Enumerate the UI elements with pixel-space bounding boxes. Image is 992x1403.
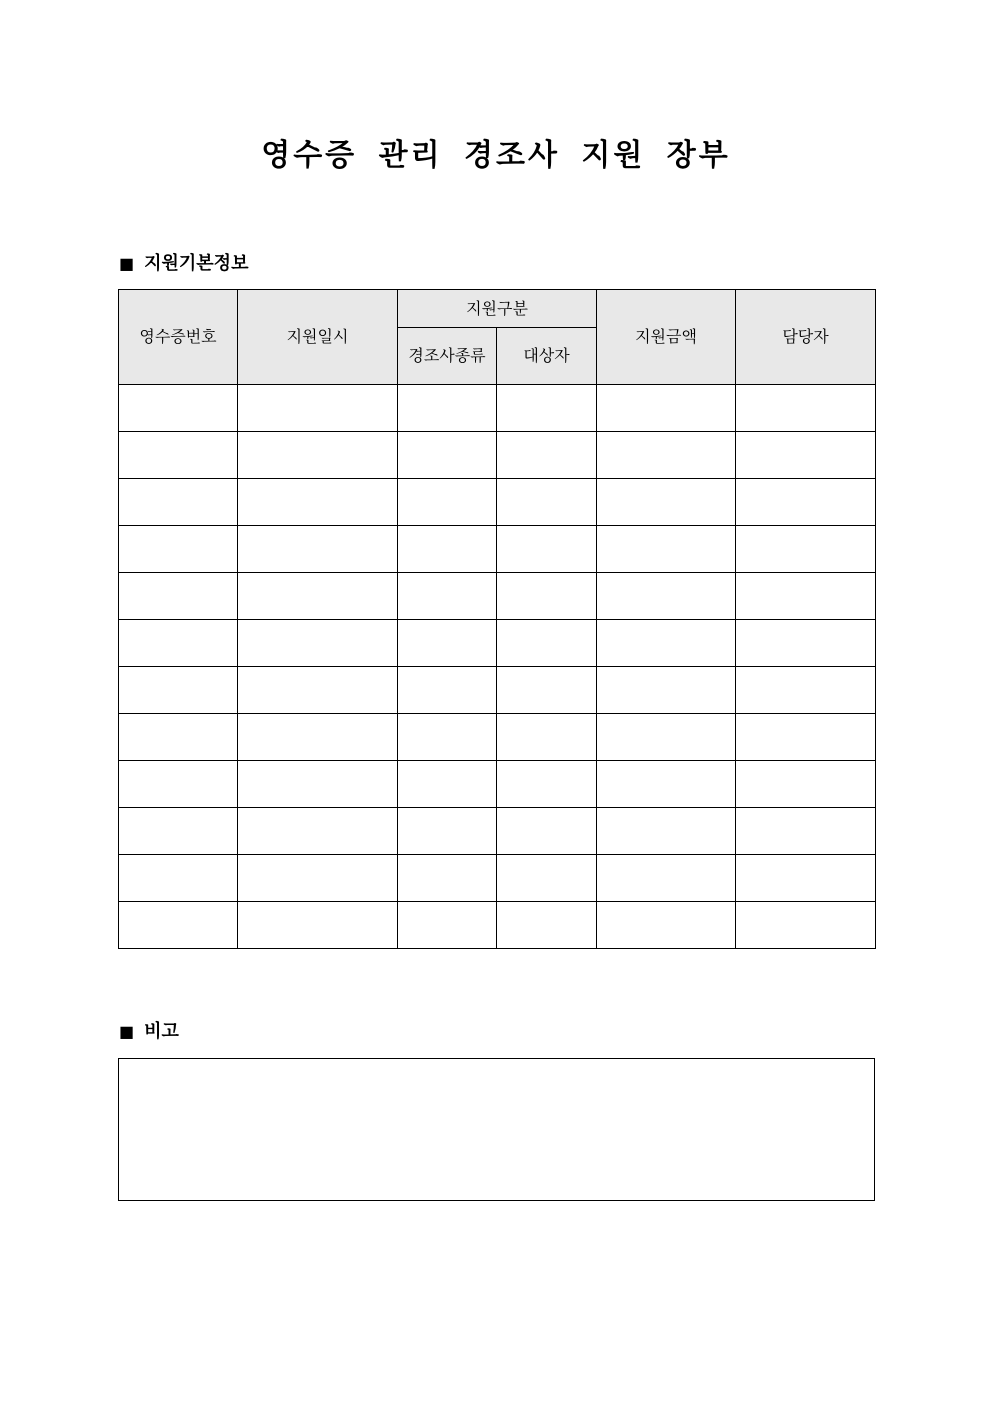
page-title: 영수증 관리 경조사 지원 장부 (261, 138, 731, 173)
event-type-cell[interactable] (398, 808, 497, 855)
receipt-no-cell[interactable] (119, 761, 238, 808)
support-ledger-table (118, 289, 876, 949)
support-date-cell[interactable] (238, 479, 398, 526)
support-date-cell[interactable] (238, 432, 398, 479)
header-event-type: 경조사종류 (398, 328, 497, 385)
table-row (119, 385, 876, 432)
recipient-cell[interactable] (497, 620, 597, 667)
support-date-cell[interactable] (238, 855, 398, 902)
table-row (119, 855, 876, 902)
support-date-cell[interactable] (238, 620, 398, 667)
receipt-no-cell[interactable] (119, 902, 238, 949)
table-row (119, 902, 876, 949)
receipt-no-cell[interactable] (119, 855, 238, 902)
event-type-cell[interactable] (398, 902, 497, 949)
manager-cell[interactable] (736, 714, 876, 761)
receipt-no-cell[interactable] (119, 526, 238, 573)
event-type-cell[interactable] (398, 620, 497, 667)
manager-cell[interactable] (736, 573, 876, 620)
support-amount-cell[interactable] (597, 902, 736, 949)
event-type-cell[interactable] (398, 667, 497, 714)
event-type-cell[interactable] (398, 385, 497, 432)
manager-cell[interactable] (736, 855, 876, 902)
support-amount-cell[interactable] (597, 667, 736, 714)
table-row (119, 714, 876, 761)
receipt-no-cell[interactable] (119, 620, 238, 667)
event-type-cell[interactable] (398, 432, 497, 479)
event-type-cell[interactable] (398, 573, 497, 620)
recipient-cell[interactable] (497, 855, 597, 902)
ledger-body (119, 385, 876, 949)
support-amount-cell[interactable] (597, 761, 736, 808)
recipient-cell[interactable] (497, 902, 597, 949)
receipt-no-cell[interactable] (119, 432, 238, 479)
manager-cell[interactable] (736, 808, 876, 855)
table-row (119, 761, 876, 808)
support-amount-cell[interactable] (597, 479, 736, 526)
header-support-amount: 지원금액 (597, 290, 736, 385)
support-amount-cell[interactable] (597, 808, 736, 855)
event-type-cell[interactable] (398, 855, 497, 902)
header-receipt-no: 영수증번호 (119, 290, 238, 385)
table-row (119, 808, 876, 855)
support-amount-cell[interactable] (597, 573, 736, 620)
recipient-cell[interactable] (497, 432, 597, 479)
event-type-cell[interactable] (398, 761, 497, 808)
support-date-cell[interactable] (238, 902, 398, 949)
receipt-no-cell[interactable] (119, 714, 238, 761)
recipient-cell[interactable] (497, 808, 597, 855)
remarks-box[interactable] (118, 1058, 875, 1201)
manager-cell[interactable] (736, 479, 876, 526)
event-type-cell[interactable] (398, 526, 497, 573)
support-date-cell[interactable] (238, 714, 398, 761)
recipient-cell[interactable] (497, 573, 597, 620)
support-date-cell[interactable] (238, 761, 398, 808)
manager-cell[interactable] (736, 432, 876, 479)
manager-cell[interactable] (736, 902, 876, 949)
support-amount-cell[interactable] (597, 432, 736, 479)
support-date-cell[interactable] (238, 385, 398, 432)
support-date-cell[interactable] (238, 667, 398, 714)
recipient-cell[interactable] (497, 667, 597, 714)
section-heading-basic-info (119, 252, 248, 276)
header-support-date: 지원일시 (238, 290, 398, 385)
support-amount-cell[interactable] (597, 714, 736, 761)
manager-cell[interactable] (736, 620, 876, 667)
support-amount-cell[interactable] (597, 855, 736, 902)
manager-cell[interactable] (736, 526, 876, 573)
table-row (119, 620, 876, 667)
table-row (119, 526, 876, 573)
event-type-cell[interactable] (398, 479, 497, 526)
receipt-no-cell[interactable] (119, 808, 238, 855)
recipient-cell[interactable] (497, 761, 597, 808)
section-heading-remarks (119, 1020, 179, 1044)
manager-cell[interactable] (736, 385, 876, 432)
square-bullet-icon: ■ (119, 1022, 135, 1041)
support-date-cell[interactable] (238, 526, 398, 573)
support-amount-cell[interactable] (597, 526, 736, 573)
section-heading-label: 비고 (144, 1021, 179, 1042)
table-row (119, 432, 876, 479)
recipient-cell[interactable] (497, 479, 597, 526)
table-row (119, 573, 876, 620)
receipt-no-cell[interactable] (119, 479, 238, 526)
event-type-cell[interactable] (398, 714, 497, 761)
receipt-no-cell[interactable] (119, 573, 238, 620)
recipient-cell[interactable] (497, 526, 597, 573)
table-row (119, 667, 876, 714)
section-heading-label: 지원기본정보 (144, 253, 249, 274)
receipt-no-cell[interactable] (119, 385, 238, 432)
support-amount-cell[interactable] (597, 385, 736, 432)
header-recipient: 대상자 (497, 328, 597, 385)
table-row (119, 479, 876, 526)
square-bullet-icon: ■ (119, 254, 135, 273)
receipt-no-cell[interactable] (119, 667, 238, 714)
header-manager: 담당자 (736, 290, 876, 385)
recipient-cell[interactable] (497, 714, 597, 761)
header-support-category: 지원구분 (398, 290, 597, 328)
recipient-cell[interactable] (497, 385, 597, 432)
manager-cell[interactable] (736, 761, 876, 808)
support-amount-cell[interactable] (597, 620, 736, 667)
support-date-cell[interactable] (238, 808, 398, 855)
support-date-cell[interactable] (238, 573, 398, 620)
manager-cell[interactable] (736, 667, 876, 714)
